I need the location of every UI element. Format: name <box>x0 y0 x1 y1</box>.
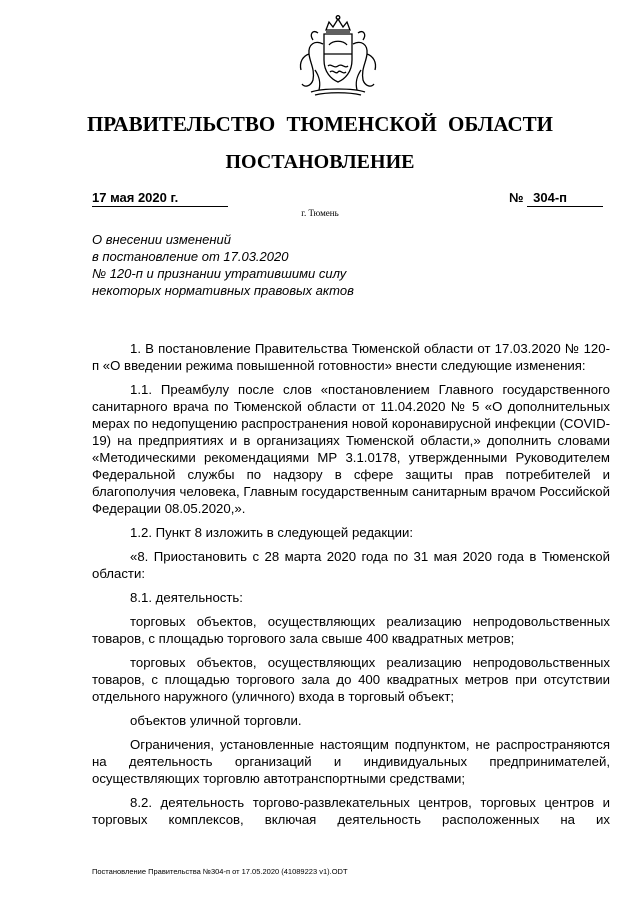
subject-line: в постановление от 17.03.2020 <box>92 249 289 264</box>
document-number <box>509 190 603 207</box>
decree-body <box>92 340 610 828</box>
paragraph: торговых объектов, осуществляющих реализацию непродовольственных товаров, с площадью торгового зала свыше 400 квадратных метров; <box>92 614 610 646</box>
paragraph: 1.1. Преамбулу после слов «постановлением Главного государственного санитарного врача по Тюменской области от 11.04.2020 № 5 «О дополнительных мерах по недопущению распространения новой коронавирусной инфекции (COVID-19) на предприятиях и в организациях Тюменской области,» дополнить словами «Методическими рекомендациями МР 3.1.0178, утвержденными Руководителем Федеральной службы по надзору в сфере защиты прав потребителей и благополучия человека, Главным государственным санитарным врачом Российской Федерации 08.05.2020,». <box>92 382 610 516</box>
paragraph: 8.2. деятельность торгово-развлекательных центров, торговых центров и торговых комплексов, включая деятельность расположенных на их <box>92 795 610 827</box>
document-date: 17 мая 2020 г. <box>92 190 228 207</box>
paragraph: Ограничения, установленные настоящим подпунктом, не распространяются на деятельность организаций и индивидуальных предпринимателей, осуществляющих торговлю автотранспортными средствами; <box>92 737 610 786</box>
number-value: 304-п <box>527 190 603 207</box>
government-title: ПРАВИТЕЛЬСТВО ТЮМЕНСКОЙ ОБЛАСТИ <box>86 112 554 136</box>
city-label: г. Тюмень <box>301 208 339 218</box>
coat-of-arms-icon <box>293 14 383 100</box>
paragraph: «8. Приостановить с 28 марта 2020 года по 31 мая 2020 года в Тюменской области: <box>92 549 610 581</box>
paragraph: 8.1. деятельность: <box>130 590 243 605</box>
decree-subject <box>92 231 354 299</box>
paragraph: объектов уличной торговли. <box>130 713 302 728</box>
paragraph: 1. В постановление Правительства Тюменской области от 17.03.2020 № 120-п «О введении режима повышенной готовности» внести следующие изменения: <box>92 341 610 373</box>
paragraph: торговых объектов, осуществляющих реализацию непродовольственных товаров, с площадью торгового зала до 400 квадратных метров при отсутствии отдельного наружного (уличного) входа в торговый объект; <box>92 655 610 704</box>
subject-line: некоторых нормативных правовых актов <box>92 283 354 298</box>
number-sign: № <box>509 190 524 205</box>
paragraph: 1.2. Пункт 8 изложить в следующей редакции: <box>130 525 414 540</box>
document-type: ПОСТАНОВЛЕНИЕ <box>225 151 415 173</box>
subject-line: О внесении изменений <box>92 232 231 247</box>
page-footer: Постановление Правительства №304-п от 17.05.2020 (41089223 v1).ODT <box>92 867 348 876</box>
subject-line: № 120-п и признании утратившими силу <box>92 266 347 281</box>
